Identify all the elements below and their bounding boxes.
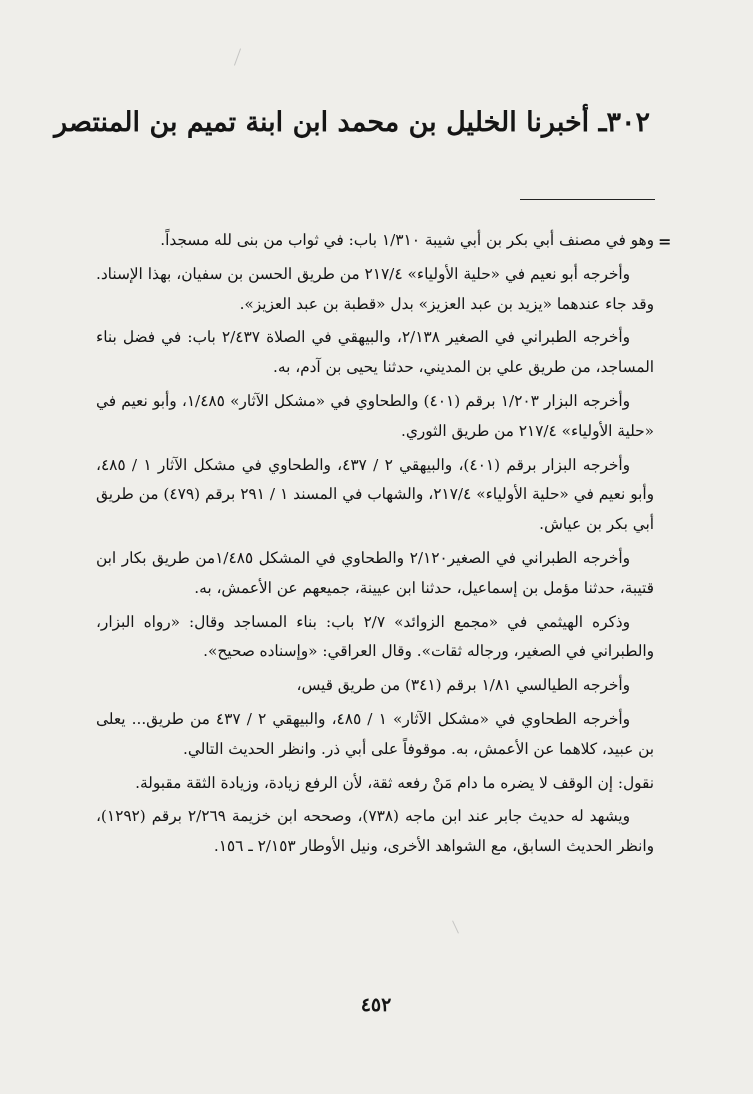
page-number: ٤٥٢ [360,994,392,1016]
footnote-paragraph: نقول: إن الوقف لا يضره ما دام مَنْ رفعه ثقة، لأن الرفع زيادة، وزيادة الثقة مقبولة. [135,773,654,792]
footnote-paragraph: وأخرجه البزار ١/٢٠٣ برقم (٤٠١) والطحاوي في «مشكل الآثار» ١/٤٨٥، وأبو نعيم في «حلية الأولياء» ٢١٧/٤ من طريق الثوري. [96,391,654,440]
scan-speck [452,920,459,933]
footnote-paragraph: وأخرجه البزار برقم (٤٠١)، والبيهقي ٢ / ٤٣٧، والطحاوي في مشكل الآثار ١ / ٤٨٥، وأبو نعيم في «حلية الأولياء» ٢١٧/٤، والشهاب في المسند ١ / ٢٩١ برقم (٤٧٩) من طريق أبي بكر بن عياش. [96,455,654,534]
footnote-paragraph: وأخرجه الطحاوي في «مشكل الآثار» ١ / ٤٨٥، والبيهقي ٢ / ٤٣٧ من طريق... يعلى بن عبيد، كلاهما عن الأعمش، به. موقوفاً على أبي ذر. وانظر الحديث التالي. [96,709,654,758]
scan-speck [234,48,241,65]
footnotes [96,226,654,866]
footnote-paragraph: ويشهد له حديث جابر عند ابن ماجه (٧٣٨)، وصححه ابن خزيمة ٢/٢٦٩ برقم (١٢٩٢)، وانظر الحديث السابق، مع الشواهد الأخرى، ونيل الأوطار ٢/١٥٣ ـ ١٥٦. [96,807,654,856]
footnote-paragraph: وأخرجه أبو نعيم في «حلية الأولياء» ٢١٧/٤ من طريق الحسن بن سفيان، بهذا الإسناد. وقد جاء عندهما «يزيد بن عبد العزيز» بدل «قطبة بن عبد العزيز». [96,264,654,313]
footnote-paragraph: وهو في مصنف أبي بكر بن أبي شيبة ١/٣١٠ باب: في ثواب من بنى لله مسجداً. [160,231,654,249]
footnote-paragraph: وأخرجه الطيالسي ١/٨١ برقم (٣٤١) من طريق قيس، [296,676,630,695]
footnote-paragraph: وأخرجه الطبراني في الصغير٢/١٢٠ والطحاوي في المشكل ١/٤٨٥من طريق بكار ابن قتيبة، حدثنا مؤمل بن إسماعيل، حدثنا ابن عيينة، جميعهم عن الأعمش، به. [96,548,654,597]
footnote-separator [520,199,655,200]
footnote-paragraph: وأخرجه الطبراني في الصغير ٢/١٣٨، والبيهقي في الصلاة ٢/٤٣٧ باب: في فضل بناء المساجد، من طريق علي بن المديني، حدثنا يحيى بن آدم، به. [96,328,654,377]
continuation-marker: = [658,232,672,251]
footnote-paragraph: وذكره الهيثمي في «مجمع الزوائد» ٢/٧ باب: بناء المساجد وقال: «رواه البزار، والطبراني في الصغير، ورجاله ثقات». وقال العراقي: «وإسناده صحيح». [96,612,654,661]
hadith-heading: ٣٠٢ـ أخبرنا الخليل بن محمد ابن ابنة تميم بن المنتصر [54,107,650,138]
